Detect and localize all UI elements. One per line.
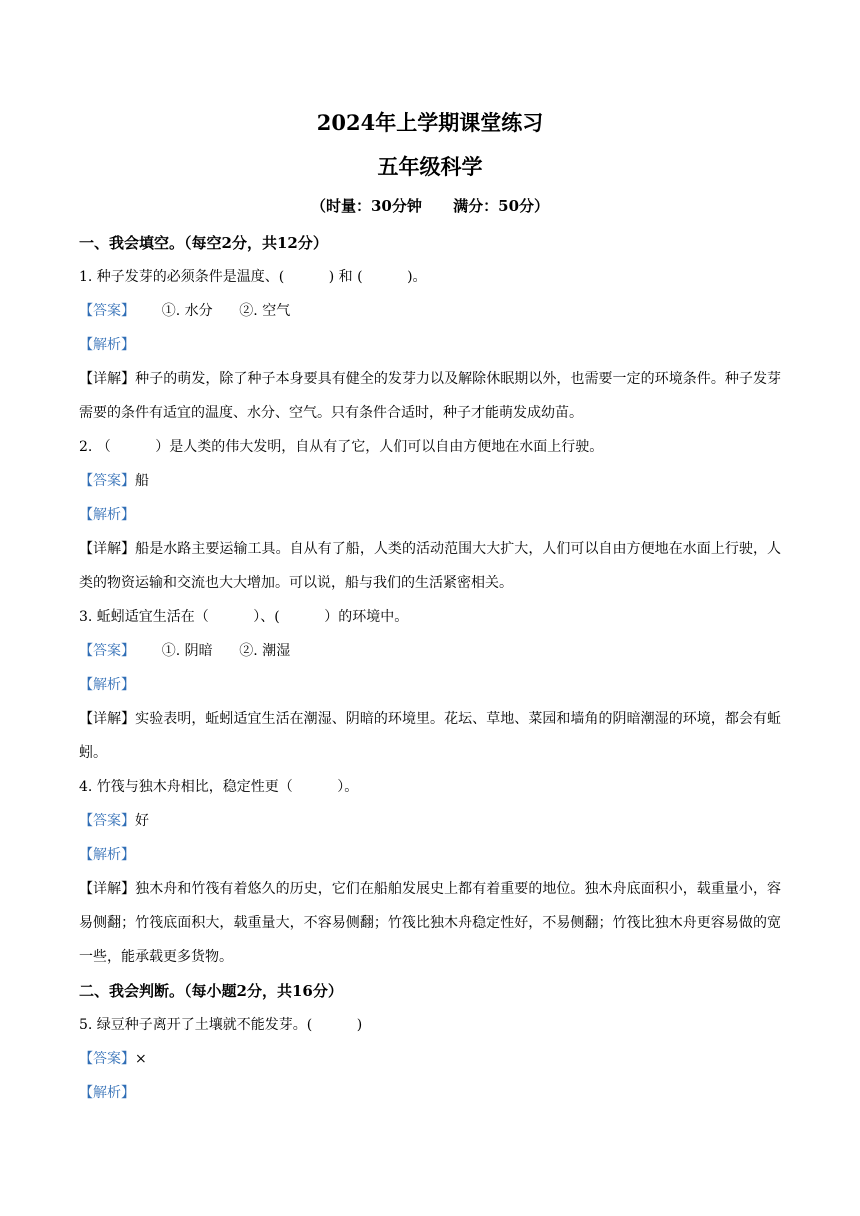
detail-label: 【详解】 <box>79 371 136 387</box>
answer-4 <box>79 804 781 838</box>
analysis-3 <box>79 668 781 702</box>
document-title: 2024年上学期课堂练习 <box>316 110 544 135</box>
analysis-label: 【解析】 <box>79 677 135 693</box>
question-2: 2. （ ）是人类的伟大发明，自从有了它，人们可以自由方便地在水面上行驶。 <box>79 439 604 455</box>
answer-2-value: 船 <box>135 473 149 489</box>
analysis-label: 【解析】 <box>79 1085 135 1101</box>
answer-1-value: ①. 水分 ②. 空气 <box>135 303 291 319</box>
question-5: 5. 绿豆种子离开了土壤就不能发芽。( ) <box>79 1017 363 1033</box>
answer-label: 【答案】 <box>79 813 135 829</box>
analysis-label: 【解析】 <box>79 337 135 353</box>
answer-1 <box>79 294 781 328</box>
section-heading-judgement: 二、我会判断。（每小题2分，共16分） <box>79 982 343 1000</box>
answer-3 <box>79 634 781 668</box>
exam-meta: （时量：30分钟 满分：50分） <box>310 197 550 215</box>
answer-5 <box>79 1042 781 1076</box>
detail-4-text: 独木舟和竹筏有着悠久的历史，它们在船舶发展史上都有着重要的地位。独木舟底面积小，载重量小，容易侧翻；竹筏底面积大，载重量大，不容易侧翻；竹筏比独木舟稳定性好，不易侧翻；竹筏比独木舟更容易做的宽一些，能承载更多货物。 <box>79 881 782 965</box>
document-subject: 五年级科学 <box>377 154 483 179</box>
answer-3-value: ①. 阴暗 ②. 潮湿 <box>135 643 291 659</box>
answer-2 <box>79 464 781 498</box>
answer-label: 【答案】 <box>79 1051 135 1067</box>
answer-label: 【答案】 <box>79 473 135 489</box>
detail-4 <box>79 872 781 974</box>
question-1: 1. 种子发芽的必须条件是温度、( ) 和 ( )。 <box>79 269 427 285</box>
analysis-5 <box>79 1076 781 1110</box>
analysis-label: 【解析】 <box>79 507 135 523</box>
detail-3 <box>79 702 781 770</box>
detail-2 <box>79 532 781 600</box>
analysis-label: 【解析】 <box>79 847 135 863</box>
answer-label: 【答案】 <box>79 303 135 319</box>
analysis-2 <box>79 498 781 532</box>
section-heading-fill-blank: 一、我会填空。（每空2分，共12分） <box>79 234 328 252</box>
question-4: 4. 竹筏与独木舟相比，稳定性更（ ）。 <box>79 779 359 795</box>
answer-5-value: × <box>135 1051 147 1067</box>
analysis-1 <box>79 328 781 362</box>
question-3: 3. 蚯蚓适宜生活在（ ）、( ）的环境中。 <box>79 609 409 625</box>
detail-label: 【详解】 <box>79 881 136 897</box>
detail-label: 【详解】 <box>79 541 136 557</box>
detail-1 <box>79 362 781 430</box>
detail-3-text: 实验表明，蚯蚓适宜生活在潮湿、阴暗的环境里。花坛、草地、菜园和墙角的阴暗潮湿的环境，都会有蚯蚓。 <box>79 711 782 761</box>
analysis-4 <box>79 838 781 872</box>
detail-2-text: 船是水路主要运输工具。自从有了船，人类的活动范围大大扩大，人们可以自由方便地在水面上行驶，人类的物资运输和交流也大大增加。可以说，船与我们的生活紧密相关。 <box>79 541 782 591</box>
detail-label: 【详解】 <box>79 711 136 727</box>
document-content <box>79 226 781 1110</box>
detail-1-text: 种子的萌发，除了种子本身要具有健全的发芽力以及解除休眠期以外，也需要一定的环境条件。种子发芽需要的条件有适宜的温度、水分、空气。只有条件合适时，种子才能萌发成幼苗。 <box>79 371 782 421</box>
answer-label: 【答案】 <box>79 643 135 659</box>
answer-4-value: 好 <box>135 813 149 829</box>
